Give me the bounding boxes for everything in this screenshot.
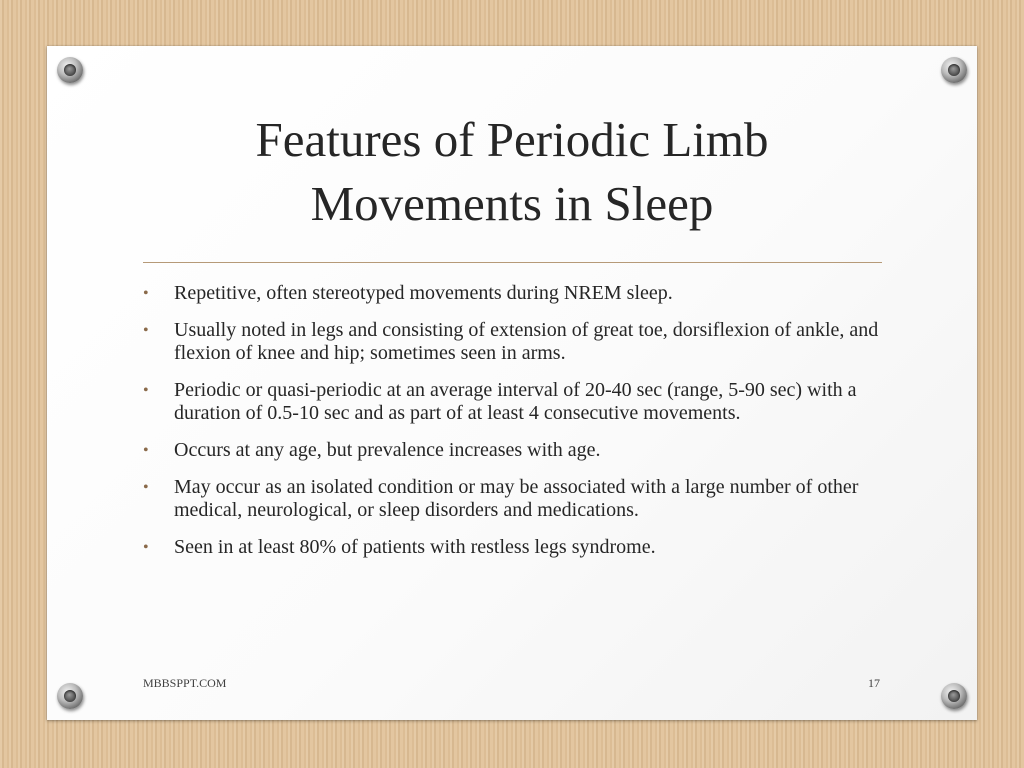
footer-source: MBBSPPT.COM <box>143 676 227 690</box>
bullet-item <box>143 282 883 305</box>
slide-title <box>147 108 877 236</box>
bullet-icon: • <box>143 539 149 556</box>
bullet-icon: • <box>143 479 149 496</box>
slide-title-line-1: Features of Periodic Limb <box>255 112 769 167</box>
bullet-text: Occurs at any age, but prevalence increases with age. <box>174 439 601 461</box>
bullet-item <box>143 439 883 462</box>
bullet-icon: • <box>143 442 149 459</box>
bullet-icon: • <box>143 322 149 339</box>
bullet-item <box>143 319 883 365</box>
bullet-text: May occur as an isolated condition or may be associated with a large number of other medical, neurological, or sleep disorders and medications. <box>174 476 859 521</box>
pushpin-icon <box>57 683 83 709</box>
page-number: 17 <box>868 676 880 690</box>
bullet-text: Usually noted in legs and consisting of extension of great toe, dorsiflexion of ankle, and flexion of knee and hip; sometimes seen in arms. <box>174 319 879 364</box>
bullet-text: Seen in at least 80% of patients with restless legs syndrome. <box>174 536 656 558</box>
bullet-list <box>143 282 883 573</box>
pushpin-icon <box>941 683 967 709</box>
bullet-item <box>143 476 883 522</box>
pushpin-icon <box>941 57 967 83</box>
slide-title-line-2: Movements in Sleep <box>310 176 714 231</box>
bullet-text: Repetitive, often stereotyped movements during NREM sleep. <box>174 282 673 304</box>
title-divider <box>143 262 882 263</box>
bullet-icon: • <box>143 285 149 302</box>
bullet-item <box>143 536 883 559</box>
bullet-text: Periodic or quasi-periodic at an average interval of 20-40 sec (range, 5-90 sec) with a duration of 0.5-10 sec and as part of at least 4 consecutive movements. <box>174 379 857 424</box>
bullet-item <box>143 379 883 425</box>
bullet-icon: • <box>143 382 149 399</box>
pushpin-icon <box>57 57 83 83</box>
